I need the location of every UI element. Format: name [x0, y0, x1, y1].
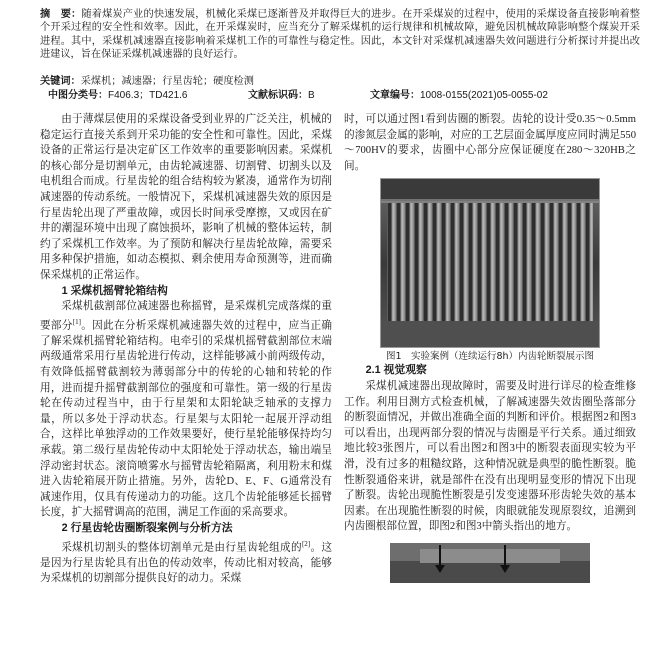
section-2-heading: 2 行星齿轮齿圈断裂案例与分析方法 — [61, 521, 233, 534]
doc-label: 文献标识码： — [248, 90, 308, 101]
document-code — [248, 86, 315, 101]
section-1-heading: 1 采煤机摇臂轮箱结构 — [61, 284, 168, 297]
citation-1: [1] — [72, 317, 81, 326]
continued-paragraph: 时，可以通过图1看到齿圈的断裂。齿轮的设计受0.35～0.5mm的渗氮层金属的影响，对应的工艺层面金属厚度应同时满足550～700HV的要求，齿圈中心部分应保证硬度在280～320HB之间。 — [344, 114, 636, 172]
section-1-text-a: 采煤机截割部位减速器也称摇臂，是采煤机完成落煤的重要部分 — [40, 301, 332, 332]
article-label: 文章编号： — [370, 90, 420, 101]
article-meta — [48, 86, 638, 100]
article-value: 1008-0155(2021)05-0055-02 — [420, 90, 548, 101]
abstract-text: 随着煤炭产业的快速发展，机械化采煤已逐渐普及并取得巨大的进步。在开采煤炭的过程中，使用的采煤设备直接影响着整个开采过程的安全性和效率。因此，在开采煤炭时，应当充分了解采煤机的运行规律和机械故障，避免因机械故障影响整个煤炭开采进程。其中，采煤机减速器直接影响着采煤机工作的可靠性与稳定性。因此，本文针对采煤机减速器失效问题进行分析探讨并提出改进建议，旨在保证采煤机减速器的良好运行。 — [40, 9, 640, 61]
fracture-surface-illustration — [390, 543, 590, 583]
article-number — [370, 86, 548, 101]
section-2-text-a: 采煤机切割头的整体切割单元是由行星齿轮组成的 — [61, 542, 302, 554]
figure-1-gear-photo — [380, 178, 600, 348]
clc-value: F406.3；TD421.6 — [108, 90, 188, 101]
abstract-label: 摘 要： — [40, 9, 82, 20]
clc-number — [48, 86, 188, 101]
figure-1-caption: 图1 实验案例（连续运行8h）内齿轮断裂展示图 — [385, 351, 595, 363]
keywords — [40, 72, 640, 87]
keywords-text: 采煤机；减速器；行星齿轮；硬度检测 — [80, 76, 254, 87]
section-2-paragraph — [40, 537, 332, 587]
section-2-1-heading: 2.1 视觉观察 — [365, 364, 427, 377]
section-1-paragraph — [40, 299, 332, 521]
visual-observation-paragraph: 采煤机减速器出现故障时，需要及时进行详尽的检查维修工作。利用目测方式检查机械，了解减速器失效齿圈坠落部分的断裂面情况，并做出准确全面的判断和评价。根据图2和图3可以看出，出现两部分裂的情况与齿圈是平行关系。通过细致地比较3张图片，可以看出图2和图3中的断裂表面现实较为平滑，没有过多的粗糙纹路，这种情况就是典型的脆性断裂。脆性断裂通俗来讲，就是部件在没有出现明显变形的情况下出现了断裂。齿轮出现脆性断裂是引发变速器环形齿轮失效的基本因素。在出现脆性断裂的时候，肉眼就能发现原裂纹，追溯到内齿圈根部位置，即图2和图3中箭头指出的地方。 — [344, 380, 636, 533]
left-column — [40, 112, 332, 587]
section-1-text-b: 。因此在分析采煤机减速器失效的过程中，应当正确了解采煤机摇臂轮箱结构。电牵引的采煤机摇臂截割部位末端两级通常采用行星齿轮进行传动，这样能够减小前两级传动，有效降低摇臂截割较为薄弱部分中的传轮的心轴和转轮的作用，进而提升摇臂截割部位的强度和可靠性。第一级的行星齿轮在传动过程当中，由于行星架和太阳轮缺乏轴承的支撑力量，所以多处于浮动状态。行星架与太阳轮一起展开浮动组合，这样比单独浮动的工作效果要好，使行星轮能够保持均匀承载。第二级行星齿轮传动中太阳轮处于浮动状态，输出端呈浮动密封状态。滚筒喷雾水与摇臂齿轮箱隔离，利用粉末和煤进入齿轮箱展开防止措施。另外，齿轮D、E、F、G通常没有减速作用，仅具有传递动力的功能。这几个齿轮能够延长摇臂长度，扩大摇臂调高的范围，满足工作面的采高要求。 — [40, 320, 332, 519]
section-2-text-b: 。这是因为行星齿轮具有出色的传动效率，传动比相对较高，能够为采煤机的切割部分提供良好的动力。采煤 — [40, 542, 333, 585]
figure-2-fracture-photo — [390, 543, 590, 583]
citation-2: [2] — [301, 539, 311, 548]
keywords-label: 关键词： — [40, 76, 81, 87]
gear-ring-illustration — [381, 179, 599, 347]
intro-paragraph: 由于薄煤层使用的采煤设备受到业界的广泛关注，机械的稳定运行直接关系到开采功能的安全性和可靠性。因此，采煤设备的正常运行是决定矿区工作效率的重要影响因素。采煤机的核心部分是切割单元，由齿轮减速器、切割臂、切割头以及电机组合而成。行星齿轮的组合结构较为紧凑，通常作为切削减速器的传动系统。一般情况下，采煤机减速器失效的原因是行星齿轮出现了严重故障，或因长时间承受摩擦，又或因在矿井的潮湿环境中出现了腐蚀损坏，影响了机械的整体运转，制约了采煤机工作效率。为了预防和解决行星齿轮故障，需要采用多种保护措施，如动态模拟、剩余使用寿命预测等，进而确保采煤机的正常运作。 — [40, 114, 332, 281]
doc-value: B — [308, 90, 315, 101]
clc-label: 中图分类号： — [48, 90, 108, 101]
right-column — [344, 112, 636, 583]
abstract — [40, 8, 640, 62]
